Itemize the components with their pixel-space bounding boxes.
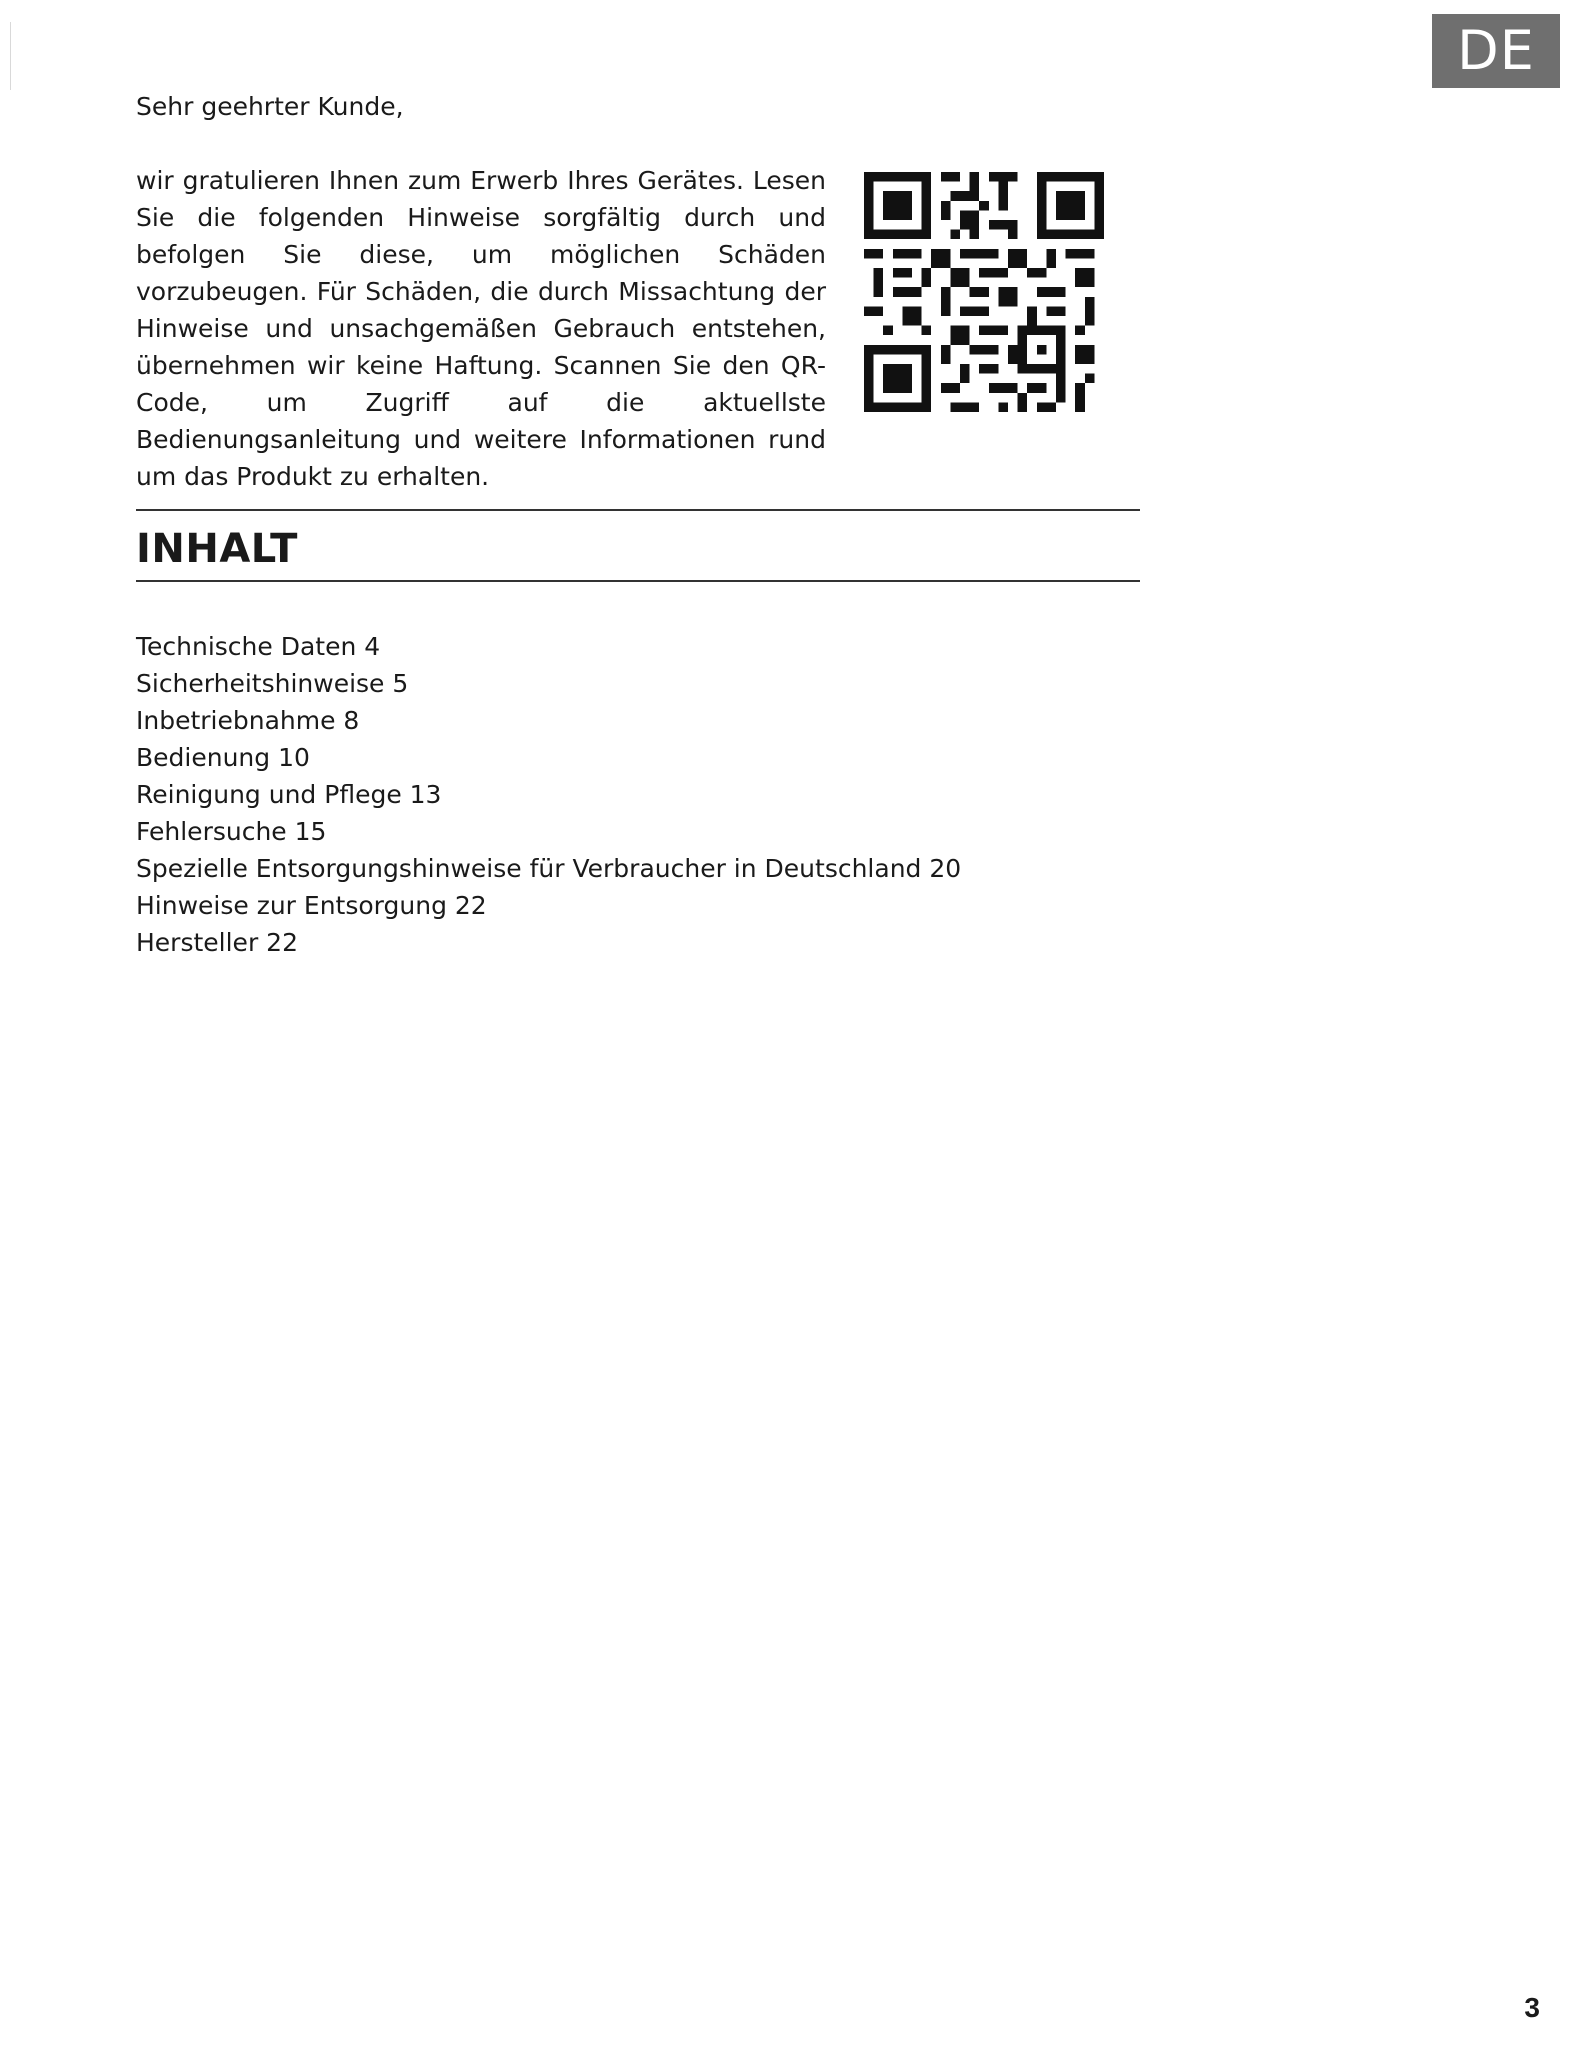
toc-item[interactable]: Sicherheitshinweise 5 <box>136 669 409 698</box>
table-of-contents <box>136 628 961 961</box>
toc-item[interactable]: Hinweise zur Entsorgung 22 <box>136 891 487 920</box>
toc-item[interactable]: Technische Daten 4 <box>136 632 381 661</box>
toc-item[interactable]: Inbetriebnahme 8 <box>136 706 360 735</box>
qr-code-icon <box>864 172 1104 412</box>
toc-heading: INHALT <box>136 526 298 572</box>
salutation: Sehr geehrter Kunde, <box>136 92 404 121</box>
toc-item[interactable]: Hersteller 22 <box>136 928 298 957</box>
section-divider-top <box>136 509 1140 511</box>
toc-item[interactable]: Spezielle Entsorgungshinweise für Verbraucher in Deutschland 20 <box>136 854 962 883</box>
section-divider-bottom <box>136 580 1140 582</box>
toc-item[interactable]: Bedienung 10 <box>136 743 310 772</box>
margin-line <box>10 22 11 90</box>
toc-item[interactable]: Reinigung und Pflege 13 <box>136 780 442 809</box>
language-badge: DE <box>1432 14 1560 88</box>
page-number: 3 <box>1524 1992 1540 2023</box>
toc-item[interactable]: Fehlersuche 15 <box>136 817 327 846</box>
intro-paragraph: wir gratulieren Ihnen zum Erwerb Ihres Gerätes. Lesen Sie die folgenden Hinweise sorgfältig durch und befolgen Sie diese, um möglichen Schäden vorzubeugen. Für Schäden, die durch Missachtung der Hinweise und unsachgemäßen Gebrauch entstehen, übernehmen wir keine Haftung. Scannen Sie den QR-Code, um Zugriff auf die aktuellste Bedienungsanleitung und weitere Informationen rund um das Produkt zu erhalten. <box>136 166 826 491</box>
